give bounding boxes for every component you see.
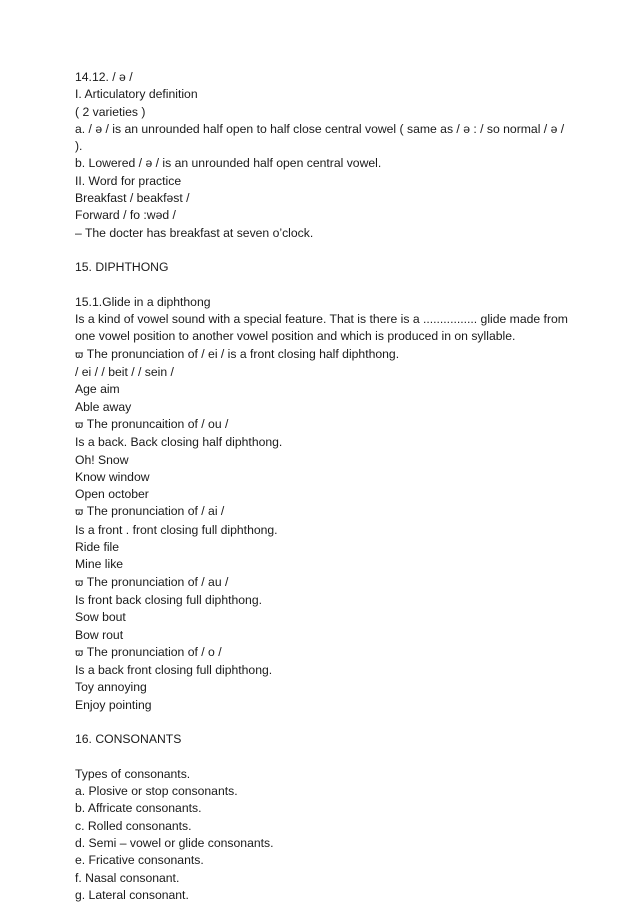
document-page — [75, 69, 570, 904]
consonant-type-item: f. Nasal consonant. — [75, 870, 180, 885]
example-words: Mine like — [75, 557, 124, 572]
example-words: Know window — [75, 469, 150, 484]
ei-examples: / ei / / beit / / sein / — [75, 365, 174, 380]
practice-sentence: – The docter has breakfast at seven o’clock. — [75, 225, 314, 240]
o-description: Is a back front closing full diphthong. — [75, 663, 273, 678]
consonant-type-item: d. Semi – vowel or glide consonants. — [75, 836, 274, 851]
diphthong-definition-line-2: one vowel position to another vowel position and which is produced in on syllable. — [75, 329, 516, 344]
bullet-icon: ϖ — [75, 349, 84, 361]
ou-description: Is a back. Back closing half diphthong. — [75, 435, 283, 450]
consonant-type-item: e. Fricative consonants. — [75, 853, 204, 868]
bullet-icon: ϖ — [75, 507, 84, 519]
example-words: Open october — [75, 487, 149, 502]
articulatory-definition-heading: I. Articulatory definition — [75, 87, 198, 102]
variety-b-text: b. Lowered / ə / is an unrounded half open central vowel. — [75, 156, 382, 171]
example-words: Enjoy pointing — [75, 697, 152, 712]
variety-a-text: a. / ə / is an unrounded half open to half close central vowel ( same as / ə : / so normal / ə / — [75, 121, 565, 136]
ou-pronunciation-text: The pronuncaition of / ou / — [83, 416, 229, 431]
example-words: Age aim — [75, 382, 120, 397]
consonant-types-heading: Types of consonants. — [75, 766, 191, 781]
spacer — [75, 749, 570, 766]
ei-pronunciation-text: The pronunciation of / ei / is a front closing half diphthong. — [83, 346, 400, 361]
section-14-heading: 14.12. / ə / — [75, 70, 133, 84]
ai-description: Is a front . front closing full diphthong. — [75, 522, 278, 537]
bullet-icon: ϖ — [75, 647, 84, 659]
variety-a-continuation: ). — [75, 139, 83, 154]
example-words: Sow bout — [75, 610, 126, 625]
spacer — [75, 242, 570, 259]
bullet-icon: ϖ — [75, 577, 84, 589]
consonant-type-item: a. Plosive or stop consonants. — [75, 784, 238, 799]
diphthong-definition-line-1: Is a kind of vowel sound with a special feature. That is there is a ................ glide made from — [75, 312, 568, 327]
consonant-type-item: g. Lateral consonant. — [75, 887, 189, 902]
section-16-heading: 16. CONSONANTS — [75, 732, 182, 747]
consonant-type-item: b. Affricate consonants. — [75, 801, 202, 816]
o-pronunciation-item — [75, 644, 570, 662]
practice-word: Breakfast / beakfəst / — [75, 191, 190, 206]
ai-pronunciation-text: The pronunciation of / ai / — [83, 504, 225, 519]
example-words: Ride file — [75, 540, 120, 555]
example-words: Able away — [75, 399, 132, 414]
glide-subheading: 15.1.Glide in a diphthong — [75, 294, 211, 309]
spacer — [75, 714, 570, 731]
bullet-icon: ϖ — [75, 419, 84, 431]
consonant-type-item: c. Rolled consonants. — [75, 818, 192, 833]
au-description: Is front back closing full diphthong. — [75, 592, 262, 607]
section-15-heading: 15. DIPHTHONG — [75, 260, 169, 275]
example-words: Bow rout — [75, 627, 124, 642]
varieties-note: ( 2 varieties ) — [75, 104, 146, 119]
ei-pronunciation-item — [75, 346, 570, 364]
ai-pronunciation-item — [75, 503, 570, 521]
au-pronunciation-item — [75, 574, 570, 592]
au-pronunciation-text: The pronunciation of / au / — [83, 574, 229, 589]
spacer — [75, 277, 570, 294]
word-practice-heading: II. Word for practice — [75, 173, 182, 188]
o-pronunciation-text: The pronunciation of / o / — [83, 644, 222, 659]
example-words: Toy annoying — [75, 680, 147, 695]
practice-word: Forward / fo :wəd / — [75, 208, 176, 223]
ou-pronunciation-item — [75, 416, 570, 434]
example-words: Oh! Snow — [75, 452, 129, 467]
